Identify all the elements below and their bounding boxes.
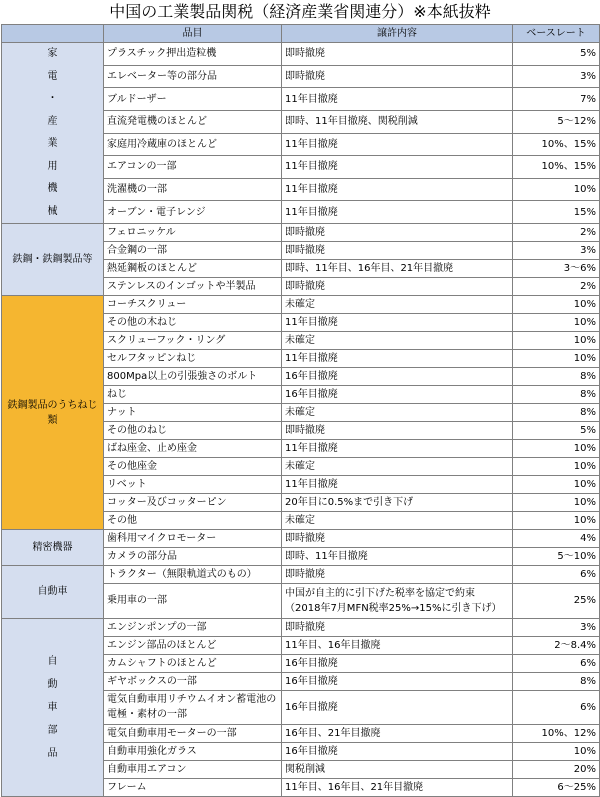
- concession-cell: 16年目撤廃: [282, 690, 513, 725]
- item-cell: その他の木ねじ: [104, 314, 282, 332]
- header-category: [2, 25, 104, 43]
- item-cell: セルフタッピンねじ: [104, 350, 282, 368]
- concession-cell: 11年目撤廃: [282, 350, 513, 368]
- table-row: [2, 43, 600, 66]
- item-cell: コッター及びコッターピン: [104, 494, 282, 512]
- rate-cell: 6%: [513, 690, 600, 725]
- table-row: [2, 296, 600, 314]
- rate-cell: 5%: [513, 43, 600, 66]
- concession-cell: 即時撤廃: [282, 618, 513, 636]
- item-cell: その他座金: [104, 458, 282, 476]
- rate-cell: 3～6%: [513, 260, 600, 278]
- rate-cell: 8%: [513, 368, 600, 386]
- concession-cell: 11年目撤廃: [282, 440, 513, 458]
- concession-cell: 11年目撤廃: [282, 201, 513, 224]
- concession-cell: 未確定: [282, 296, 513, 314]
- concession-cell: 未確定: [282, 404, 513, 422]
- rate-cell: 10%、12%: [513, 725, 600, 743]
- concession-cell: 11年目、16年目撤廃: [282, 636, 513, 654]
- concession-cell: 即時撤廃: [282, 422, 513, 440]
- rate-cell: 8%: [513, 672, 600, 690]
- category-screws: 鉄鋼製品のうちねじ類: [2, 296, 104, 530]
- rate-cell: 5%: [513, 422, 600, 440]
- concession-cell: 即時撤廃: [282, 224, 513, 242]
- header-base-rate: ベースレート: [513, 25, 600, 43]
- rate-cell: 8%: [513, 386, 600, 404]
- concession-cell: 即時撤廃: [282, 65, 513, 88]
- category-appliances: 家 電 ・ 産 業 用 機 械: [2, 43, 104, 224]
- item-cell: 合金鋼の一部: [104, 242, 282, 260]
- concession-cell: 11年目撤廃: [282, 133, 513, 156]
- rate-cell: 3%: [513, 65, 600, 88]
- rate-cell: 10%、15%: [513, 133, 600, 156]
- header-row: [2, 25, 600, 43]
- rate-cell: 6%: [513, 654, 600, 672]
- item-cell: トラクター（無限軌道式のもの）: [104, 566, 282, 584]
- rate-cell: 10%: [513, 314, 600, 332]
- rate-cell: 10%: [513, 476, 600, 494]
- concession-cell: 11年目撤廃: [282, 88, 513, 111]
- concession-cell: 関税削減: [282, 761, 513, 779]
- item-cell: エンジンポンプの一部: [104, 618, 282, 636]
- concession-cell: 即時、11年目撤廃、関税削減: [282, 110, 513, 133]
- item-cell: プラスチック押出造粒機: [104, 43, 282, 66]
- concession-cell: 即時撤廃: [282, 43, 513, 66]
- concession-cell: 即時、11年目撤廃: [282, 548, 513, 566]
- item-cell: ナット: [104, 404, 282, 422]
- concession-cell: 即時撤廃: [282, 278, 513, 296]
- item-cell: 歯科用マイクロモーター: [104, 530, 282, 548]
- rate-cell: 10%: [513, 350, 600, 368]
- table-row: [2, 566, 600, 584]
- rate-cell: 2～8.4%: [513, 636, 600, 654]
- table-row: [2, 530, 600, 548]
- item-cell: ねじ: [104, 386, 282, 404]
- item-cell: エアコンの一部: [104, 156, 282, 179]
- rate-cell: 10%: [513, 512, 600, 530]
- rate-cell: 10%: [513, 494, 600, 512]
- item-cell: カメラの部分品: [104, 548, 282, 566]
- concession-cell: 16年目、21年目撤廃: [282, 725, 513, 743]
- concession-cell: 即時撤廃: [282, 566, 513, 584]
- concession-cell: 即時、11年目、16年目、21年目撤廃: [282, 260, 513, 278]
- concession-cell: 未確定: [282, 332, 513, 350]
- header-concession: 譲許内容: [282, 25, 513, 43]
- item-cell: 家庭用冷蔵庫のほとんど: [104, 133, 282, 156]
- category-autoparts: 自 動 車 部 品: [2, 618, 104, 797]
- concession-cell: 16年目撤廃: [282, 672, 513, 690]
- item-cell: その他のねじ: [104, 422, 282, 440]
- item-cell: コーチスクリュー: [104, 296, 282, 314]
- rate-cell: 5～12%: [513, 110, 600, 133]
- item-cell: オーブン・電子レンジ: [104, 201, 282, 224]
- rate-cell: 10%: [513, 743, 600, 761]
- item-cell: スクリューフック・リング: [104, 332, 282, 350]
- concession-cell: 16年目撤廃: [282, 368, 513, 386]
- rate-cell: 5～10%: [513, 548, 600, 566]
- concession-cell: 11年目撤廃: [282, 314, 513, 332]
- rate-cell: 3%: [513, 618, 600, 636]
- item-cell: カムシャフトのほとんど: [104, 654, 282, 672]
- item-cell: フェロニッケル: [104, 224, 282, 242]
- concession-cell: 未確定: [282, 458, 513, 476]
- concession-cell: 11年目撤廃: [282, 178, 513, 201]
- rate-cell: 10%、15%: [513, 156, 600, 179]
- rate-cell: 10%: [513, 178, 600, 201]
- page-title: 中国の工業製品関税（経済産業省関連分）※本紙抜粋: [109, 2, 491, 21]
- concession-cell: 16年目撤廃: [282, 743, 513, 761]
- rate-cell: 8%: [513, 404, 600, 422]
- item-cell: その他: [104, 512, 282, 530]
- rate-cell: 25%: [513, 584, 600, 619]
- rate-cell: 10%: [513, 458, 600, 476]
- rate-cell: 20%: [513, 761, 600, 779]
- item-cell: 電気自動車用リチウムイオン蓄電池の電極・素材の一部: [104, 690, 282, 725]
- item-cell: 熱延鋼板のほとんど: [104, 260, 282, 278]
- concession-cell: 即時撤廃: [282, 242, 513, 260]
- concession-cell: 即時撤廃: [282, 530, 513, 548]
- tariff-table: [1, 24, 600, 797]
- item-cell: フレーム: [104, 779, 282, 797]
- rate-cell: 10%: [513, 296, 600, 314]
- rate-cell: 10%: [513, 332, 600, 350]
- rate-cell: 10%: [513, 440, 600, 458]
- item-cell: 電気自動車用モーターの一部: [104, 725, 282, 743]
- item-cell: 自動車用強化ガラス: [104, 743, 282, 761]
- table-row: [2, 618, 600, 636]
- item-cell: リベット: [104, 476, 282, 494]
- concession-cell: 16年目撤廃: [282, 654, 513, 672]
- concession-cell: 中国が自主的に引下げた税率を協定で約束（2018年7月MFN税率25%→15%に引き下げ）: [282, 584, 513, 619]
- rate-cell: 2%: [513, 224, 600, 242]
- concession-cell: 11年目撤廃: [282, 476, 513, 494]
- concession-cell: 11年目撤廃: [282, 156, 513, 179]
- header-item: 品目: [104, 25, 282, 43]
- item-cell: ブルドーザー: [104, 88, 282, 111]
- rate-cell: 15%: [513, 201, 600, 224]
- concession-cell: 11年目、16年目、21年目撤廃: [282, 779, 513, 797]
- item-cell: 800Mpa以上の引張強さのボルト: [104, 368, 282, 386]
- rate-cell: 6%: [513, 566, 600, 584]
- rate-cell: 2%: [513, 278, 600, 296]
- item-cell: エレベーター等の部分品: [104, 65, 282, 88]
- rate-cell: 6～25%: [513, 779, 600, 797]
- category-auto: 自動車: [2, 566, 104, 619]
- item-cell: 洗濯機の一部: [104, 178, 282, 201]
- item-cell: ギヤボックスの一部: [104, 672, 282, 690]
- item-cell: エンジン部品のほとんど: [104, 636, 282, 654]
- concession-cell: 未確定: [282, 512, 513, 530]
- item-cell: 乗用車の一部: [104, 584, 282, 619]
- concession-cell: 20年目に0.5%まで引き下げ: [282, 494, 513, 512]
- item-cell: 自動車用エアコン: [104, 761, 282, 779]
- rate-cell: 3%: [513, 242, 600, 260]
- table-row: [2, 224, 600, 242]
- category-steel: 鉄鋼・鉄鋼製品等: [2, 224, 104, 296]
- category-precision: 精密機器: [2, 530, 104, 566]
- concession-cell: 16年目撤廃: [282, 386, 513, 404]
- item-cell: ばね座金、止め座金: [104, 440, 282, 458]
- rate-cell: 7%: [513, 88, 600, 111]
- item-cell: ステンレスのインゴットや半製品: [104, 278, 282, 296]
- rate-cell: 4%: [513, 530, 600, 548]
- item-cell: 直流発電機のほとんど: [104, 110, 282, 133]
